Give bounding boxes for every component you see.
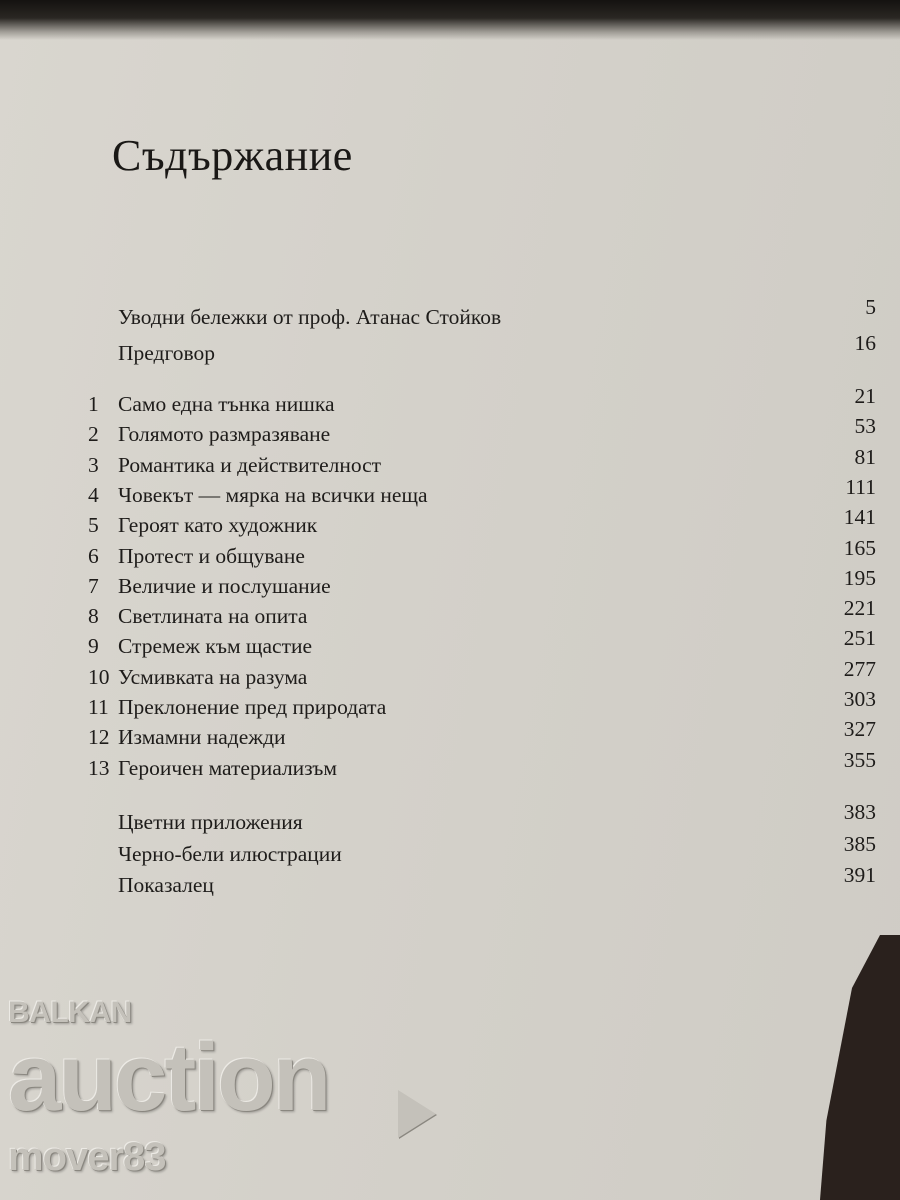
page-number: 165	[843, 535, 876, 560]
page-number: 383	[843, 800, 876, 824]
entry-title: Протест и общуване	[118, 543, 305, 568]
toc-entry	[0, 295, 900, 335]
page-number: 111	[845, 474, 876, 499]
page-number: 385	[843, 831, 876, 856]
chapter-number: 3	[88, 452, 99, 477]
toc-entry	[0, 717, 900, 755]
entry-title: Героят като художник	[118, 513, 318, 538]
entry-title: Героичен материализъм	[118, 755, 338, 780]
toc-entry	[0, 535, 900, 574]
entry-title: Романтика и действителност	[118, 452, 382, 477]
toc-entry	[0, 565, 900, 604]
page-number: 221	[843, 596, 876, 621]
page-number: 21	[854, 384, 876, 408]
toc-entry	[0, 414, 900, 452]
page-number: 303	[843, 687, 876, 711]
entry-title: Величие и послушание	[118, 573, 331, 598]
entry-title: Стремеж към щастие	[118, 634, 313, 659]
chapter-number: 1	[88, 392, 99, 416]
toc-entry	[0, 656, 900, 695]
chapter-number: 13	[88, 755, 110, 780]
entry-title: Измамни надежди	[118, 725, 286, 750]
chapter-number: 4	[88, 482, 99, 507]
page-number: 277	[843, 656, 876, 681]
page-number: 16	[854, 331, 876, 355]
page-number: 327	[843, 717, 876, 742]
chapter-number: 11	[88, 695, 109, 719]
toc-entry	[0, 474, 900, 513]
toc-entry	[0, 800, 900, 840]
toc-entry	[0, 384, 900, 422]
page-number: 251	[843, 626, 876, 651]
page-number: 81	[854, 444, 876, 469]
entry-title: Само една тънка нишка	[118, 392, 335, 416]
page-number: 5	[865, 295, 876, 319]
entry-title: Уводни бележки от проф. Атанас Стойков	[118, 305, 502, 329]
chapter-number: 8	[88, 604, 99, 629]
watermark-user: mover83	[8, 1135, 166, 1179]
page-number: 53	[854, 414, 876, 439]
entry-title: Показалец	[118, 873, 214, 897]
chapter-number: 12	[88, 725, 110, 750]
toc-entry	[0, 626, 900, 664]
page-title: Съдържание	[112, 131, 353, 180]
toc-entry	[0, 863, 900, 903]
entry-title: Предговор	[118, 341, 216, 365]
watermark-brand-top: BALKAN	[8, 996, 132, 1029]
entry-title: Човекът — мярка на всички неща	[118, 482, 428, 507]
watermark-brand-main: auction	[8, 1024, 329, 1131]
toc-entry	[0, 331, 900, 371]
page-number: 141	[843, 505, 876, 530]
toc-entry	[0, 687, 900, 725]
entry-title: Голямото размразяване	[118, 422, 331, 447]
chapter-number: 9	[88, 634, 99, 659]
entry-title: Преклонение пред природата	[118, 695, 387, 719]
chapter-number: 6	[88, 543, 99, 568]
page-number: 195	[843, 565, 876, 590]
chapter-number: 10	[88, 664, 110, 689]
toc-entry	[0, 505, 900, 543]
chapter-number: 7	[88, 573, 99, 598]
page-number: 391	[843, 863, 876, 887]
toc-entry	[0, 596, 900, 634]
entry-title: Усмивката на разума	[118, 664, 308, 689]
entry-title: Цветни приложения	[118, 810, 303, 834]
page-number: 355	[843, 747, 876, 772]
entry-title: Черно-бели илюстрации	[118, 841, 342, 866]
page-top-shadow	[0, 0, 900, 40]
entry-title: Светлината на опита	[118, 604, 308, 629]
chapter-number: 5	[88, 513, 99, 538]
toc-entry	[0, 831, 900, 872]
hand-shadow	[820, 935, 900, 1200]
chapter-number: 2	[88, 422, 99, 447]
watermark-play-icon	[398, 1090, 436, 1138]
toc-entry	[0, 747, 900, 786]
toc-entry	[0, 444, 900, 483]
